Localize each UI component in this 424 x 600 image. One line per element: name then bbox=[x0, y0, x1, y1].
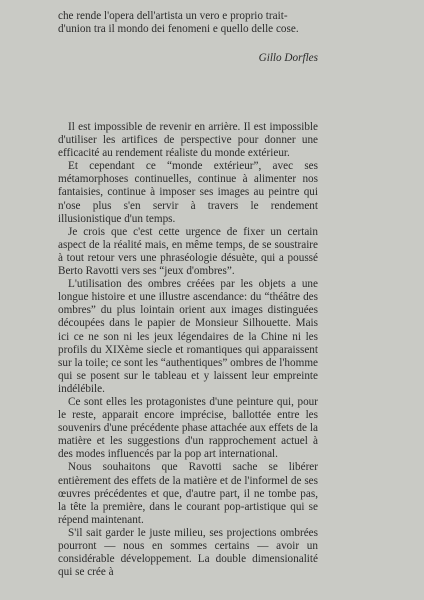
essay-body bbox=[58, 121, 318, 579]
paragraph: Je crois que c'est cette urgence de fixer un certain aspect de la réalité mais, en même temps, de se soustraire à tout retour vers une phraséologie désuète, qui a poussé Berto Ravotti vers ses “jeux d'ombres”. bbox=[58, 225, 318, 278]
quote-block bbox=[58, 10, 318, 37]
paragraph: S'il sait garder le juste milieu, ses projections ombrées pourront — nous en sommes certains — avoir un considérable développement. La double dimensionalité qui se crée à bbox=[58, 526, 318, 579]
paragraph: Et cependant ce “monde extérieur”, avec ses métamorphoses continuelles, continue à alimenter nos fantaisies, continue à imposer ses images au peintre qui n'ose plus s'en servir à travers le rendement illusionistique d'un temps. bbox=[58, 160, 318, 225]
quote-author: Gillo Dorfles bbox=[258, 52, 318, 64]
paragraph: Nous souhaitons que Ravotti sache se libérer entièrement des effets de la matière et de l'informel de ses œuvres précédentes et que, d'autre part, il ne tombe pas, la tête la première, dans le courant pop-artistique qui se répend maintenant. bbox=[58, 461, 318, 526]
paragraph: Ce sont elles les protagonistes d'une peinture qui, pour le reste, apparait encore imprécise, ballottée entre les souvenirs d'une précédente phase attachée aux effets de la matière et les suggestions d'un rapprochement actuel à des modes influencés par la pop art international. bbox=[58, 395, 318, 461]
paragraph: Il est impossible de revenir en arrière. Il est impossible d'utiliser les artifices de perspective pour donner une efficacité au rendement réaliste du monde extérieur. bbox=[58, 121, 318, 160]
paragraph: L'utilisation des ombres créées par les objets a une longue histoire et une illustre ascendance: du “théâtre des ombres” du plus lointain orient aux images distinguées découpées dans le papier de Monsieur Silhouette. Mais ici ce ne son ni les jeux légendaires de la Chine ni les profils du XIXème siecle et romantiques qui apparaissent sur la toile; ce sont les “authentiques” ombres de l'homme qui se posent sur le tableau et y laissent leur empreinte indélébile. bbox=[58, 278, 318, 395]
quote-text: che rende l'opera dell'artista un vero e proprio trait-d'union tra il mondo dei fenomeni e quello delle cose. bbox=[58, 10, 299, 36]
